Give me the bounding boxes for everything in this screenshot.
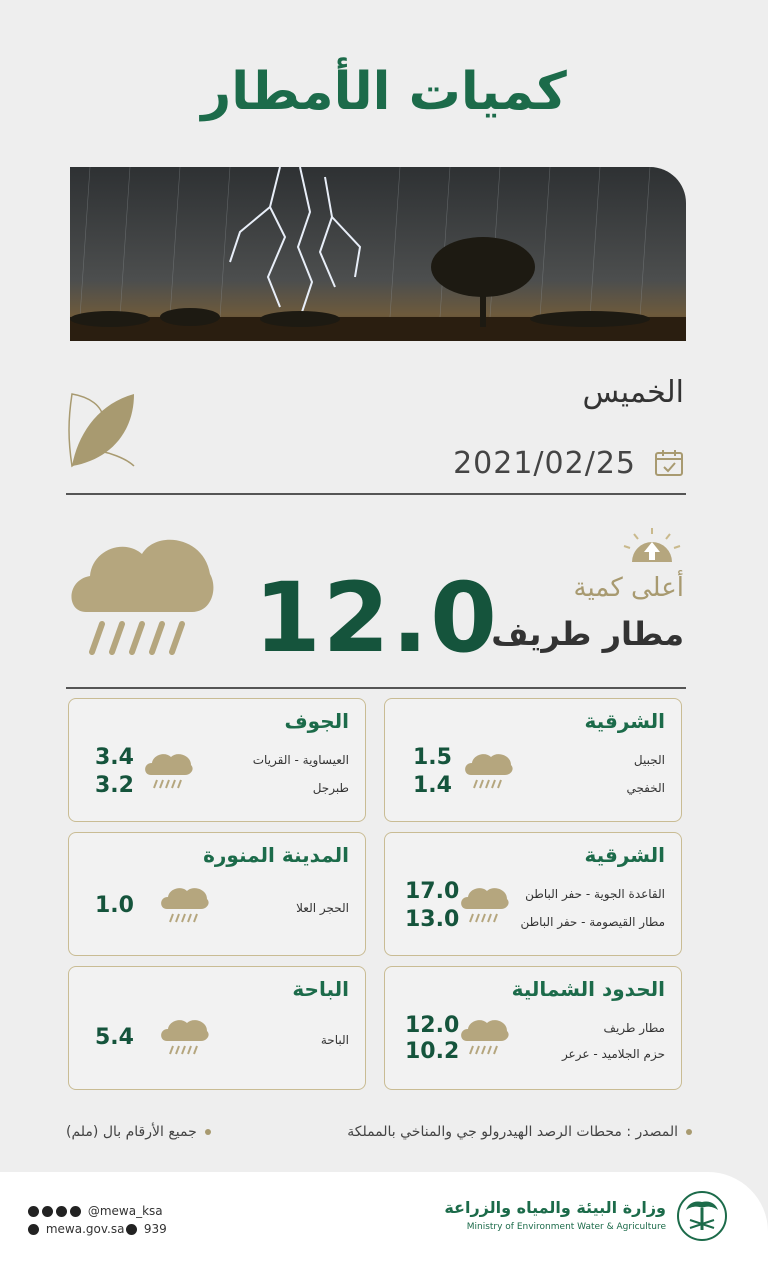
sun-arrow-icon — [620, 526, 684, 566]
rain-cloud-icon — [463, 751, 513, 791]
leaf-icon — [68, 390, 138, 470]
max-label: أعلى كمية — [573, 573, 684, 603]
twitter-icon[interactable] — [42, 1206, 53, 1217]
rain-cloud-icon — [64, 528, 216, 658]
rain-value: 13.0 — [405, 907, 460, 932]
max-value: 12.0 — [254, 562, 499, 674]
website-text: mewa.gov.sa — [45, 1222, 125, 1236]
region-name: الشرقية — [584, 709, 665, 733]
rain-value: 1.0 — [95, 893, 134, 918]
date-label: 2021/02/25 — [453, 446, 636, 481]
rain-value: 12.0 — [405, 1013, 460, 1038]
rain-cloud-icon — [459, 885, 509, 925]
max-station: مطار طريف — [491, 615, 684, 653]
rain-value: 3.2 — [95, 773, 134, 798]
globe-icon — [28, 1224, 39, 1235]
phone-text: 939 — [143, 1222, 167, 1236]
rain-cloud-icon — [459, 1017, 509, 1057]
region-name: الشرقية — [584, 843, 665, 867]
page-title: كميات الأمطار — [201, 62, 567, 122]
ministry-name-ar: وزارة البيئة والمياه والزراعة — [444, 1198, 666, 1217]
phone-icon — [126, 1224, 137, 1235]
region-card — [68, 698, 366, 822]
rain-value: 1.4 — [413, 773, 452, 798]
ministry-name-en: Ministry of Environment Water & Agriculture — [466, 1222, 666, 1232]
station-name: الباحة — [320, 1033, 349, 1047]
station-name: الخفجي — [626, 781, 665, 795]
rain-value: 1.5 — [413, 745, 452, 770]
instagram-icon[interactable] — [56, 1206, 67, 1217]
region-name: الباحة — [292, 977, 349, 1001]
station-name: حزم الجلاميد - عرعر — [561, 1047, 665, 1061]
calendar-icon — [654, 448, 684, 478]
region-name: المدينة المنورة — [203, 843, 349, 867]
rain-value: 10.2 — [405, 1039, 460, 1064]
region-card — [384, 966, 682, 1090]
storm-image — [70, 167, 686, 341]
source-note — [347, 1124, 692, 1140]
bullet-icon — [205, 1129, 211, 1135]
units-note — [66, 1124, 211, 1140]
source-text: المصدر : محطات الرصد الهيدرولو جي والمناخي بالمملكة — [347, 1124, 678, 1140]
region-card — [384, 832, 682, 956]
website-link[interactable] — [28, 1222, 124, 1236]
rain-cloud-icon — [159, 885, 209, 925]
region-name: الحدود الشمالية — [511, 977, 665, 1001]
rain-value: 5.4 — [95, 1025, 134, 1050]
social-handle[interactable] — [28, 1204, 163, 1218]
bullet-icon — [686, 1129, 692, 1135]
region-name: الجوف — [284, 709, 349, 733]
phone-number[interactable] — [126, 1222, 167, 1236]
station-name: مطار طريف — [603, 1021, 665, 1035]
station-name: طبرجل — [312, 781, 349, 795]
region-card — [384, 698, 682, 822]
day-label: الخميس — [582, 375, 684, 410]
linkedin-icon[interactable] — [70, 1206, 81, 1217]
station-name: القاعدة الجوية - حفر الباطن — [525, 887, 665, 901]
ministry-emblem — [676, 1190, 728, 1242]
rain-cloud-icon — [143, 751, 193, 791]
divider — [66, 687, 686, 689]
facebook-icon[interactable] — [28, 1206, 39, 1217]
station-name: مطار القيصومة - حفر الباطن — [520, 915, 665, 929]
station-name: الجبيل — [633, 753, 665, 767]
region-card — [68, 832, 366, 956]
handle-text: @mewa_ksa — [87, 1204, 163, 1218]
region-card — [68, 966, 366, 1090]
rain-value: 17.0 — [405, 879, 460, 904]
rain-cloud-icon — [159, 1017, 209, 1057]
divider — [66, 493, 686, 495]
station-name: الحجر العلا — [296, 901, 349, 915]
units-text: جميع الأرقام بال (ملم) — [66, 1124, 197, 1140]
station-name: العيساوية - القريات — [252, 753, 349, 767]
rain-value: 3.4 — [95, 745, 134, 770]
